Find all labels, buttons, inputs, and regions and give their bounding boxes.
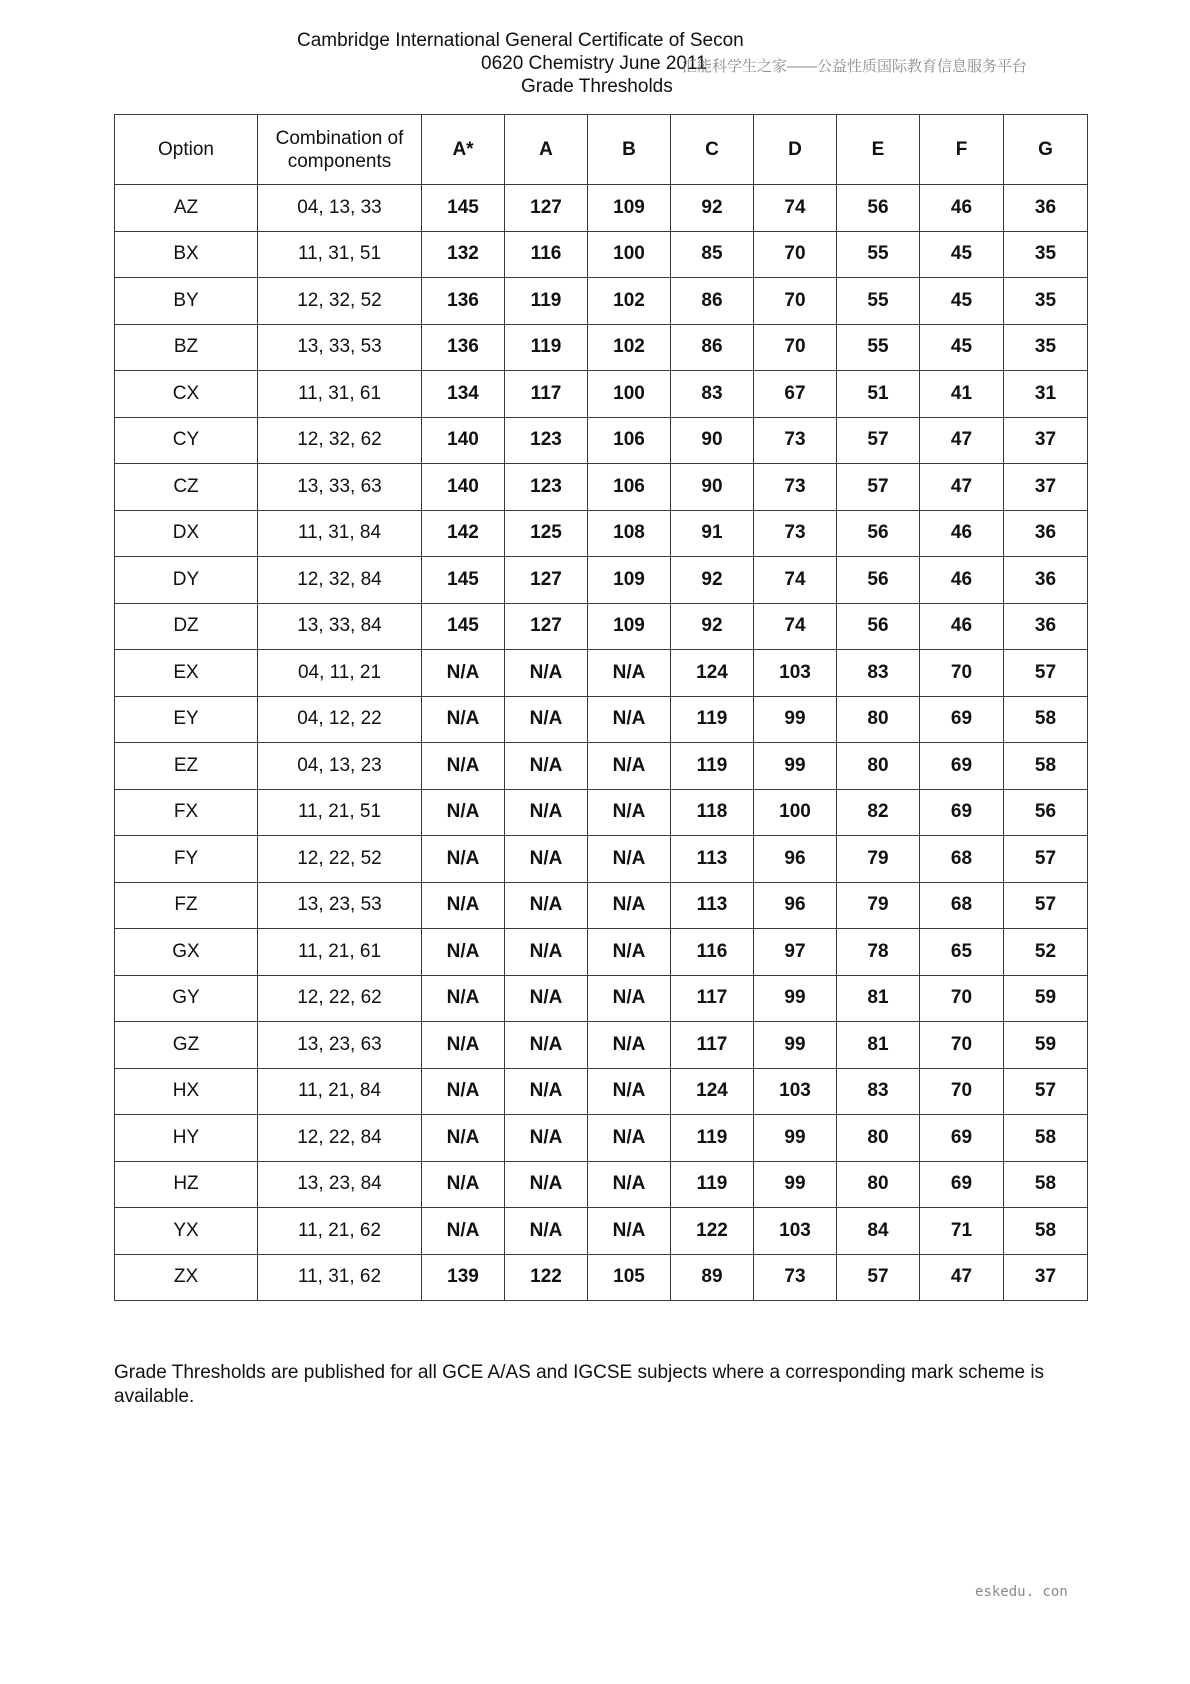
threshold-cell: 52 bbox=[1004, 929, 1088, 976]
option-cell: EZ bbox=[115, 743, 258, 790]
option-cell: CY bbox=[115, 417, 258, 464]
threshold-cell: 73 bbox=[754, 464, 837, 511]
threshold-cell: 140 bbox=[422, 417, 505, 464]
threshold-cell: 56 bbox=[837, 185, 920, 232]
threshold-cell: 46 bbox=[920, 185, 1004, 232]
threshold-cell: 58 bbox=[1004, 696, 1088, 743]
threshold-cell: 132 bbox=[422, 231, 505, 278]
threshold-cell: 81 bbox=[837, 1022, 920, 1069]
threshold-cell: 119 bbox=[505, 324, 588, 371]
threshold-cell: 57 bbox=[1004, 882, 1088, 929]
threshold-cell: N/A bbox=[505, 882, 588, 929]
components-cell: 04, 12, 22 bbox=[258, 696, 422, 743]
threshold-cell: N/A bbox=[422, 975, 505, 1022]
components-cell: 04, 11, 21 bbox=[258, 650, 422, 697]
threshold-cell: 69 bbox=[920, 743, 1004, 790]
table-row bbox=[115, 371, 1088, 418]
grade-thresholds-table bbox=[114, 114, 1088, 1301]
threshold-cell: N/A bbox=[422, 696, 505, 743]
header-subtitle: Grade Thresholds bbox=[521, 76, 673, 97]
threshold-cell: 134 bbox=[422, 371, 505, 418]
option-cell: GY bbox=[115, 975, 258, 1022]
threshold-cell: 58 bbox=[1004, 1161, 1088, 1208]
option-cell: FY bbox=[115, 836, 258, 883]
threshold-cell: 100 bbox=[588, 371, 671, 418]
threshold-cell: 145 bbox=[422, 603, 505, 650]
threshold-cell: 119 bbox=[671, 1161, 754, 1208]
threshold-cell: 47 bbox=[920, 464, 1004, 511]
table-row bbox=[115, 1068, 1088, 1115]
threshold-cell: 99 bbox=[754, 743, 837, 790]
threshold-cell: 74 bbox=[754, 557, 837, 604]
threshold-cell: 103 bbox=[754, 1208, 837, 1255]
threshold-cell: 36 bbox=[1004, 185, 1088, 232]
threshold-cell: 90 bbox=[671, 464, 754, 511]
components-cell: 12, 32, 84 bbox=[258, 557, 422, 604]
table-row bbox=[115, 510, 1088, 557]
threshold-cell: 82 bbox=[837, 789, 920, 836]
option-cell: FX bbox=[115, 789, 258, 836]
threshold-cell: 99 bbox=[754, 1115, 837, 1162]
threshold-cell: 102 bbox=[588, 324, 671, 371]
option-cell: AZ bbox=[115, 185, 258, 232]
threshold-cell: 45 bbox=[920, 324, 1004, 371]
threshold-cell: 86 bbox=[671, 324, 754, 371]
threshold-cell: N/A bbox=[588, 929, 671, 976]
option-cell: HX bbox=[115, 1068, 258, 1115]
threshold-cell: 92 bbox=[671, 603, 754, 650]
threshold-cell: 123 bbox=[505, 464, 588, 511]
threshold-cell: 124 bbox=[671, 1068, 754, 1115]
threshold-cell: 99 bbox=[754, 1161, 837, 1208]
threshold-cell: N/A bbox=[588, 836, 671, 883]
threshold-cell: 83 bbox=[671, 371, 754, 418]
threshold-cell: 45 bbox=[920, 278, 1004, 325]
threshold-cell: 57 bbox=[837, 1254, 920, 1301]
components-cell: 12, 32, 52 bbox=[258, 278, 422, 325]
threshold-cell: 127 bbox=[505, 603, 588, 650]
header-title: Cambridge International General Certificate of Secon bbox=[297, 30, 744, 51]
header-subject: 0620 Chemistry June 2011 bbox=[481, 53, 707, 74]
threshold-cell: 117 bbox=[671, 975, 754, 1022]
threshold-cell: N/A bbox=[588, 1068, 671, 1115]
threshold-cell: 46 bbox=[920, 510, 1004, 557]
threshold-cell: N/A bbox=[505, 1068, 588, 1115]
threshold-cell: N/A bbox=[422, 1161, 505, 1208]
threshold-cell: 100 bbox=[588, 231, 671, 278]
threshold-cell: N/A bbox=[422, 743, 505, 790]
threshold-cell: N/A bbox=[422, 882, 505, 929]
option-cell: DX bbox=[115, 510, 258, 557]
threshold-cell: 96 bbox=[754, 836, 837, 883]
threshold-cell: N/A bbox=[505, 975, 588, 1022]
threshold-cell: 57 bbox=[1004, 1068, 1088, 1115]
threshold-cell: 96 bbox=[754, 882, 837, 929]
header-grade: A bbox=[505, 115, 588, 185]
option-cell: BX bbox=[115, 231, 258, 278]
threshold-cell: 89 bbox=[671, 1254, 754, 1301]
threshold-cell: N/A bbox=[505, 650, 588, 697]
threshold-cell: 140 bbox=[422, 464, 505, 511]
table-row bbox=[115, 1022, 1088, 1069]
threshold-cell: 36 bbox=[1004, 557, 1088, 604]
header-grade: A* bbox=[422, 115, 505, 185]
threshold-cell: 105 bbox=[588, 1254, 671, 1301]
threshold-cell: 80 bbox=[837, 743, 920, 790]
threshold-cell: 116 bbox=[671, 929, 754, 976]
threshold-cell: 109 bbox=[588, 185, 671, 232]
threshold-cell: 70 bbox=[920, 650, 1004, 697]
threshold-cell: 83 bbox=[837, 1068, 920, 1115]
table-row bbox=[115, 464, 1088, 511]
table-row bbox=[115, 696, 1088, 743]
threshold-cell: N/A bbox=[505, 836, 588, 883]
header-option: Option bbox=[115, 115, 258, 185]
table-row bbox=[115, 836, 1088, 883]
header-grade: B bbox=[588, 115, 671, 185]
threshold-cell: 113 bbox=[671, 836, 754, 883]
threshold-cell: 37 bbox=[1004, 1254, 1088, 1301]
threshold-cell: 47 bbox=[920, 1254, 1004, 1301]
threshold-cell: 56 bbox=[837, 603, 920, 650]
table-row bbox=[115, 231, 1088, 278]
components-cell: 04, 13, 33 bbox=[258, 185, 422, 232]
threshold-cell: N/A bbox=[422, 836, 505, 883]
table-row bbox=[115, 929, 1088, 976]
threshold-cell: 74 bbox=[754, 185, 837, 232]
threshold-cell: 79 bbox=[837, 836, 920, 883]
footnote: Grade Thresholds are published for all GCE A/AS and IGCSE subjects where a corresponding mark scheme is available. bbox=[114, 1362, 1045, 1407]
threshold-cell: 70 bbox=[920, 1068, 1004, 1115]
components-cell: 11, 21, 61 bbox=[258, 929, 422, 976]
threshold-cell: 59 bbox=[1004, 1022, 1088, 1069]
option-cell: CZ bbox=[115, 464, 258, 511]
threshold-cell: N/A bbox=[422, 1115, 505, 1162]
threshold-cell: N/A bbox=[505, 929, 588, 976]
components-cell: 12, 22, 52 bbox=[258, 836, 422, 883]
threshold-cell: 106 bbox=[588, 417, 671, 464]
threshold-cell: 91 bbox=[671, 510, 754, 557]
threshold-cell: N/A bbox=[505, 696, 588, 743]
components-cell: 13, 23, 53 bbox=[258, 882, 422, 929]
header-grade: F bbox=[920, 115, 1004, 185]
watermark-text: 汇能科学生之家——公益性质国际教育信息服务平台 bbox=[682, 58, 1028, 75]
option-cell: DZ bbox=[115, 603, 258, 650]
threshold-cell: 99 bbox=[754, 696, 837, 743]
threshold-cell: 136 bbox=[422, 324, 505, 371]
threshold-cell: 100 bbox=[754, 789, 837, 836]
threshold-cell: 70 bbox=[920, 975, 1004, 1022]
option-cell: GX bbox=[115, 929, 258, 976]
threshold-cell: 80 bbox=[837, 696, 920, 743]
threshold-cell: N/A bbox=[588, 975, 671, 1022]
threshold-cell: 55 bbox=[837, 324, 920, 371]
table-row bbox=[115, 650, 1088, 697]
threshold-cell: 67 bbox=[754, 371, 837, 418]
components-cell: 13, 33, 84 bbox=[258, 603, 422, 650]
threshold-cell: 122 bbox=[671, 1208, 754, 1255]
components-cell: 11, 31, 62 bbox=[258, 1254, 422, 1301]
threshold-cell: N/A bbox=[588, 789, 671, 836]
threshold-cell: 145 bbox=[422, 185, 505, 232]
table-row bbox=[115, 743, 1088, 790]
threshold-cell: 127 bbox=[505, 557, 588, 604]
components-cell: 13, 23, 63 bbox=[258, 1022, 422, 1069]
threshold-cell: 73 bbox=[754, 417, 837, 464]
threshold-cell: 99 bbox=[754, 1022, 837, 1069]
threshold-cell: N/A bbox=[588, 882, 671, 929]
threshold-cell: 92 bbox=[671, 557, 754, 604]
threshold-cell: N/A bbox=[588, 696, 671, 743]
components-cell: 12, 32, 62 bbox=[258, 417, 422, 464]
threshold-cell: 103 bbox=[754, 650, 837, 697]
threshold-cell: 125 bbox=[505, 510, 588, 557]
threshold-cell: 106 bbox=[588, 464, 671, 511]
threshold-cell: 142 bbox=[422, 510, 505, 557]
threshold-cell: 68 bbox=[920, 836, 1004, 883]
table-row bbox=[115, 278, 1088, 325]
threshold-cell: 73 bbox=[754, 510, 837, 557]
threshold-cell: 70 bbox=[754, 324, 837, 371]
threshold-cell: 70 bbox=[754, 278, 837, 325]
threshold-cell: N/A bbox=[505, 789, 588, 836]
threshold-cell: 119 bbox=[671, 1115, 754, 1162]
table-row bbox=[115, 1161, 1088, 1208]
threshold-cell: 84 bbox=[837, 1208, 920, 1255]
threshold-cell: 57 bbox=[1004, 650, 1088, 697]
table-row bbox=[115, 603, 1088, 650]
option-cell: HY bbox=[115, 1115, 258, 1162]
components-cell: 04, 13, 23 bbox=[258, 743, 422, 790]
header-grade: G bbox=[1004, 115, 1088, 185]
threshold-cell: N/A bbox=[588, 650, 671, 697]
threshold-cell: N/A bbox=[588, 1115, 671, 1162]
option-cell: YX bbox=[115, 1208, 258, 1255]
threshold-cell: 116 bbox=[505, 231, 588, 278]
table-row bbox=[115, 1254, 1088, 1301]
threshold-cell: 102 bbox=[588, 278, 671, 325]
option-cell: CX bbox=[115, 371, 258, 418]
threshold-cell: 69 bbox=[920, 789, 1004, 836]
threshold-cell: 97 bbox=[754, 929, 837, 976]
components-cell: 11, 31, 51 bbox=[258, 231, 422, 278]
components-cell: 11, 31, 84 bbox=[258, 510, 422, 557]
threshold-cell: 79 bbox=[837, 882, 920, 929]
threshold-cell: 119 bbox=[671, 696, 754, 743]
threshold-cell: 69 bbox=[920, 1161, 1004, 1208]
threshold-cell: 80 bbox=[837, 1115, 920, 1162]
threshold-cell: 55 bbox=[837, 278, 920, 325]
threshold-cell: 57 bbox=[837, 464, 920, 511]
threshold-cell: N/A bbox=[505, 1022, 588, 1069]
threshold-cell: 35 bbox=[1004, 278, 1088, 325]
threshold-cell: 122 bbox=[505, 1254, 588, 1301]
table-row bbox=[115, 185, 1088, 232]
threshold-cell: 70 bbox=[754, 231, 837, 278]
threshold-cell: 37 bbox=[1004, 464, 1088, 511]
threshold-cell: 31 bbox=[1004, 371, 1088, 418]
threshold-cell: 136 bbox=[422, 278, 505, 325]
threshold-cell: 46 bbox=[920, 557, 1004, 604]
threshold-cell: 139 bbox=[422, 1254, 505, 1301]
table-row bbox=[115, 789, 1088, 836]
threshold-cell: 56 bbox=[837, 510, 920, 557]
threshold-cell: 118 bbox=[671, 789, 754, 836]
option-cell: EY bbox=[115, 696, 258, 743]
table-row bbox=[115, 324, 1088, 371]
components-cell: 11, 31, 61 bbox=[258, 371, 422, 418]
threshold-cell: 85 bbox=[671, 231, 754, 278]
option-cell: ZX bbox=[115, 1254, 258, 1301]
threshold-cell: 56 bbox=[1004, 789, 1088, 836]
option-cell: HZ bbox=[115, 1161, 258, 1208]
threshold-cell: N/A bbox=[422, 1068, 505, 1115]
threshold-cell: 41 bbox=[920, 371, 1004, 418]
components-cell: 11, 21, 84 bbox=[258, 1068, 422, 1115]
components-cell: 11, 21, 51 bbox=[258, 789, 422, 836]
threshold-cell: N/A bbox=[422, 650, 505, 697]
threshold-cell: 119 bbox=[671, 743, 754, 790]
threshold-cell: 92 bbox=[671, 185, 754, 232]
threshold-cell: N/A bbox=[505, 1161, 588, 1208]
threshold-cell: 36 bbox=[1004, 603, 1088, 650]
threshold-cell: 37 bbox=[1004, 417, 1088, 464]
components-cell: 13, 33, 53 bbox=[258, 324, 422, 371]
threshold-cell: N/A bbox=[422, 929, 505, 976]
table-row bbox=[115, 417, 1088, 464]
threshold-cell: 71 bbox=[920, 1208, 1004, 1255]
threshold-cell: 119 bbox=[505, 278, 588, 325]
table-row bbox=[115, 975, 1088, 1022]
threshold-cell: 55 bbox=[837, 231, 920, 278]
option-cell: FZ bbox=[115, 882, 258, 929]
components-cell: 13, 23, 84 bbox=[258, 1161, 422, 1208]
threshold-cell: 46 bbox=[920, 603, 1004, 650]
header-grade: D bbox=[754, 115, 837, 185]
option-cell: BY bbox=[115, 278, 258, 325]
threshold-cell: N/A bbox=[588, 743, 671, 790]
header-grade: E bbox=[837, 115, 920, 185]
threshold-cell: 57 bbox=[837, 417, 920, 464]
threshold-cell: 109 bbox=[588, 603, 671, 650]
threshold-cell: 69 bbox=[920, 1115, 1004, 1162]
threshold-cell: N/A bbox=[588, 1208, 671, 1255]
threshold-cell: 47 bbox=[920, 417, 1004, 464]
threshold-cell: 99 bbox=[754, 975, 837, 1022]
table-row bbox=[115, 1208, 1088, 1255]
threshold-cell: 74 bbox=[754, 603, 837, 650]
option-cell: DY bbox=[115, 557, 258, 604]
table-row bbox=[115, 557, 1088, 604]
threshold-cell: 90 bbox=[671, 417, 754, 464]
threshold-cell: 68 bbox=[920, 882, 1004, 929]
threshold-cell: 45 bbox=[920, 231, 1004, 278]
table-row bbox=[115, 1115, 1088, 1162]
table-row bbox=[115, 882, 1088, 929]
threshold-cell: 58 bbox=[1004, 743, 1088, 790]
threshold-cell: N/A bbox=[422, 789, 505, 836]
site-watermark: eskedu. con bbox=[975, 1584, 1068, 1600]
threshold-cell: 57 bbox=[1004, 836, 1088, 883]
threshold-cell: 70 bbox=[920, 1022, 1004, 1069]
threshold-cell: 117 bbox=[505, 371, 588, 418]
threshold-cell: 124 bbox=[671, 650, 754, 697]
threshold-cell: N/A bbox=[505, 743, 588, 790]
components-cell: 13, 33, 63 bbox=[258, 464, 422, 511]
threshold-cell: 73 bbox=[754, 1254, 837, 1301]
header-grade: C bbox=[671, 115, 754, 185]
threshold-cell: 80 bbox=[837, 1161, 920, 1208]
threshold-cell: 78 bbox=[837, 929, 920, 976]
threshold-cell: 145 bbox=[422, 557, 505, 604]
threshold-cell: N/A bbox=[588, 1022, 671, 1069]
components-cell: 12, 22, 62 bbox=[258, 975, 422, 1022]
table-header-row bbox=[115, 115, 1088, 185]
option-cell: GZ bbox=[115, 1022, 258, 1069]
threshold-cell: 86 bbox=[671, 278, 754, 325]
threshold-cell: 69 bbox=[920, 696, 1004, 743]
threshold-cell: 35 bbox=[1004, 231, 1088, 278]
threshold-cell: 58 bbox=[1004, 1208, 1088, 1255]
threshold-cell: N/A bbox=[422, 1022, 505, 1069]
threshold-cell: N/A bbox=[588, 1161, 671, 1208]
threshold-cell: 108 bbox=[588, 510, 671, 557]
threshold-cell: N/A bbox=[422, 1208, 505, 1255]
threshold-cell: 81 bbox=[837, 975, 920, 1022]
threshold-cell: 117 bbox=[671, 1022, 754, 1069]
threshold-cell: 65 bbox=[920, 929, 1004, 976]
threshold-cell: 58 bbox=[1004, 1115, 1088, 1162]
threshold-cell: N/A bbox=[505, 1208, 588, 1255]
table-body bbox=[115, 185, 1088, 1301]
threshold-cell: 123 bbox=[505, 417, 588, 464]
threshold-cell: 59 bbox=[1004, 975, 1088, 1022]
threshold-cell: 35 bbox=[1004, 324, 1088, 371]
components-cell: 11, 21, 62 bbox=[258, 1208, 422, 1255]
threshold-cell: 51 bbox=[837, 371, 920, 418]
threshold-cell: 103 bbox=[754, 1068, 837, 1115]
threshold-cell: 83 bbox=[837, 650, 920, 697]
threshold-cell: 36 bbox=[1004, 510, 1088, 557]
threshold-cell: N/A bbox=[505, 1115, 588, 1162]
threshold-cell: 56 bbox=[837, 557, 920, 604]
threshold-cell: 109 bbox=[588, 557, 671, 604]
components-cell: 12, 22, 84 bbox=[258, 1115, 422, 1162]
header-combination: Combination of components bbox=[258, 115, 422, 185]
option-cell: BZ bbox=[115, 324, 258, 371]
option-cell: EX bbox=[115, 650, 258, 697]
threshold-cell: 127 bbox=[505, 185, 588, 232]
threshold-cell: 113 bbox=[671, 882, 754, 929]
